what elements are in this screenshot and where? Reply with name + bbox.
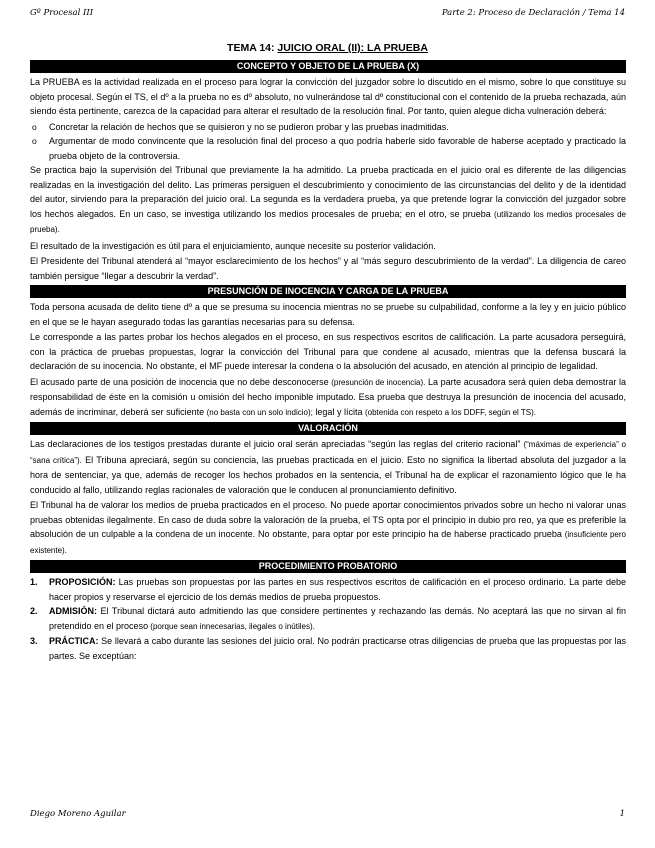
- header-right: Parte 2: Proceso de Declaración / Tema 14: [441, 8, 625, 18]
- list-item: [30, 575, 626, 604]
- paragraph: [30, 163, 626, 238]
- paragraph-text: La parte acusadora será quien deba demostrar la responsabilidad de éste en la comisión u omisión del hecho imponible imputado. Esa prueba que destruya la presunción de inocencia del acusado, además de incriminar, deberá ser suficiente: [30, 376, 626, 417]
- paragraph-text: El Tribunal ha de valorar los medios de prueba practicados en el proceso. No puede aportar conocimientos privados sobre un hecho ni valorar unas pruebas obtenidas ilegalmente. En caso de duda sobre la valoración de la prueba, el TS opta por el principio in dubio pro reo, ya que es preferible la absolución de un culpable a la condena de un inocente. No obstante, para optar por este principio ha de haberse practicado prueba: [30, 500, 626, 539]
- paragraph-note: (presunción de inocencia).: [331, 377, 426, 387]
- list-item: o Concretar la relación de hechos que se quisieron y no se pudieron probar y las pruebas inadmitidas.: [30, 120, 626, 135]
- item-number: 1.: [30, 577, 38, 587]
- item-note: (porque sean innecesarias, ilegales o inútiles).: [148, 621, 315, 631]
- list-item: [30, 604, 626, 634]
- paragraph-note: (obtenida con respeto a los DDFF, según el TS).: [364, 407, 537, 417]
- list-item: o Argumentar de modo convincente que la resolución final del proceso a quo podría haberle sido favorable de haberse aceptado y practicado la prueba objeto de la controversia.: [30, 134, 626, 163]
- footer-author: Diego Moreno Aguilar: [30, 809, 126, 819]
- paragraph: Le corresponde a las partes probar los hechos alegados en el proceso, en sus respectivos escritos de calificación. La parte acusadora perseguirá, con la práctica de pruebas propuestas, lograr la convicción del Tribunal para que condene al acusado, mientras que la defensa buscará la declaración de su inocencia. No obstante, el MF puede interesar la condena o la absolución del acusado, en atención al principio de legalidad.: [30, 332, 626, 371]
- item-term: ADMISIÓN:: [49, 606, 97, 616]
- list-item: [30, 634, 626, 663]
- paragraph-text: legal y lícita: [315, 406, 363, 417]
- item-text: Las pruebas son propuestas por las partes en sus respectivos escritos de calificación en el proceso ordinario. La parte debe hacer propios y reservarse el ejercicio de los demás medios de prueba propuestos.: [49, 577, 626, 602]
- paragraph-note: (no basta con un solo indicio);: [206, 407, 313, 417]
- item-text: Se llevará a cabo durante las sesiones del juicio oral. No podrán practicarse otras diligencias de prueba que las propuestas por las partes. Se exceptúan:: [49, 636, 626, 661]
- bullet-list: [30, 120, 626, 164]
- header-left: Gº Procesal III: [30, 8, 94, 18]
- paragraph-note: (utilizando los medios procesales de prueba).: [30, 209, 626, 234]
- item-term: PRÁCTICA:: [49, 636, 99, 646]
- section-heading-presuncion: PRESUNCIÓN DE INOCENCIA Y CARGA DE LA PRUEBA: [30, 285, 626, 298]
- document-body: [30, 58, 626, 663]
- item-term: PROPOSICIÓN:: [49, 577, 116, 587]
- paragraph-note: (insuficiente pero existente).: [30, 530, 626, 555]
- paragraph-text: Se practica bajo la supervisión del Tribunal que previamente la ha admitido. La prueba practicada en el juicio oral es diferente de las diligencias realizadas en la investigación del delito. Las primeras persiguen el descubrimiento y conocimiento de las circunstancias del delito y de la identidad del autor, sirviendo para la preparación del juicio oral. La segunda es la verdadera prueba, ya que pretende lograr la convicción del juzgador sobre los hechos alegados. En un caso, se investiga utilizando los medios procesales de prueba; en el otro, se prueba: [30, 165, 626, 219]
- paragraph: La PRUEBA es la actividad realizada en el proceso para lograr la convicción del juzgador sobre lo discutido en el mismo, sobre lo que constituye su objeto procesal. Según el TS, el dº a la prueba no es dº absoluto, no vulnerándose tal dº constitucional con el contenido de la prueba rechazada, aún siendo ésta pertinente, carezca de la capacidad para alterar el resultado de la resolución final. Por tanto, quien alegue dicha vulneración deberá:: [30, 77, 626, 116]
- title-main: JUICIO ORAL (II): LA PRUEBA: [277, 42, 428, 54]
- paragraph: El Presidente del Tribunal atenderá al “mayor esclarecimiento de los hechos” y al “más seguro descubrimiento de la verdad”. La diligencia de careo también persigue “llegar a descubrir la verdad”.: [30, 256, 626, 281]
- section-heading-procedimiento: PROCEDIMIENTO PROBATORIO: [30, 560, 626, 573]
- page-footer: [30, 809, 625, 819]
- section-heading-concepto: CONCEPTO Y OBJETO DE LA PRUEBA (X): [30, 60, 626, 73]
- numbered-list: [30, 575, 626, 663]
- paragraph: [30, 437, 626, 497]
- item-number: 2.: [30, 606, 38, 616]
- paragraph-text: Las declaraciones de los testigos prestadas durante el juicio oral serán apreciadas “según las reglas del criterio racional”: [30, 439, 521, 449]
- paragraph-text: El Tribuna apreciará, según su conciencia, las pruebas practicada en el juicio. Esto no significa la libertad absoluta del juzgador a la hora de sentenciar, ya que, además de recoger los hechos probados en la sentencia, el Tribunal ha de explicar el razonamiento lógico que le ha conducido al fallo, utilizando reglas racionales de valoración que le conducen al pronunciamiento definitivo.: [30, 454, 626, 495]
- page-number: 1: [619, 809, 625, 819]
- item-number: 3.: [30, 636, 38, 646]
- paragraph: [30, 375, 626, 421]
- page-title: [30, 42, 625, 54]
- section-heading-valoracion: VALORACIÓN: [30, 422, 626, 435]
- page-header: [30, 8, 625, 22]
- title-prefix: TEMA 14:: [227, 42, 278, 54]
- paragraph-note: (“máximas de experiencia” o “sana crítica”).: [30, 440, 626, 465]
- paragraph: Toda persona acusada de delito tiene dº a que se presuma su inocencia mientras no se pruebe su culpabilidad, conforme a la ley y en juicio público en el que se le hayan asegurado todas las garantías necesarias para su defensa.: [30, 302, 626, 327]
- paragraph: El resultado de la investigación es útil para el enjuiciamiento, aunque necesite su posterior validación.: [30, 240, 436, 251]
- paragraph-text: El acusado parte de una posición de inocencia que no debe desconocerse: [30, 376, 329, 387]
- item-text: El Tribunal dictará auto admitiendo las que considere pertinentes y rechazando las demás. No aceptará las que no sirvan al fin pretendido en el proceso: [49, 606, 626, 631]
- paragraph: [30, 498, 626, 558]
